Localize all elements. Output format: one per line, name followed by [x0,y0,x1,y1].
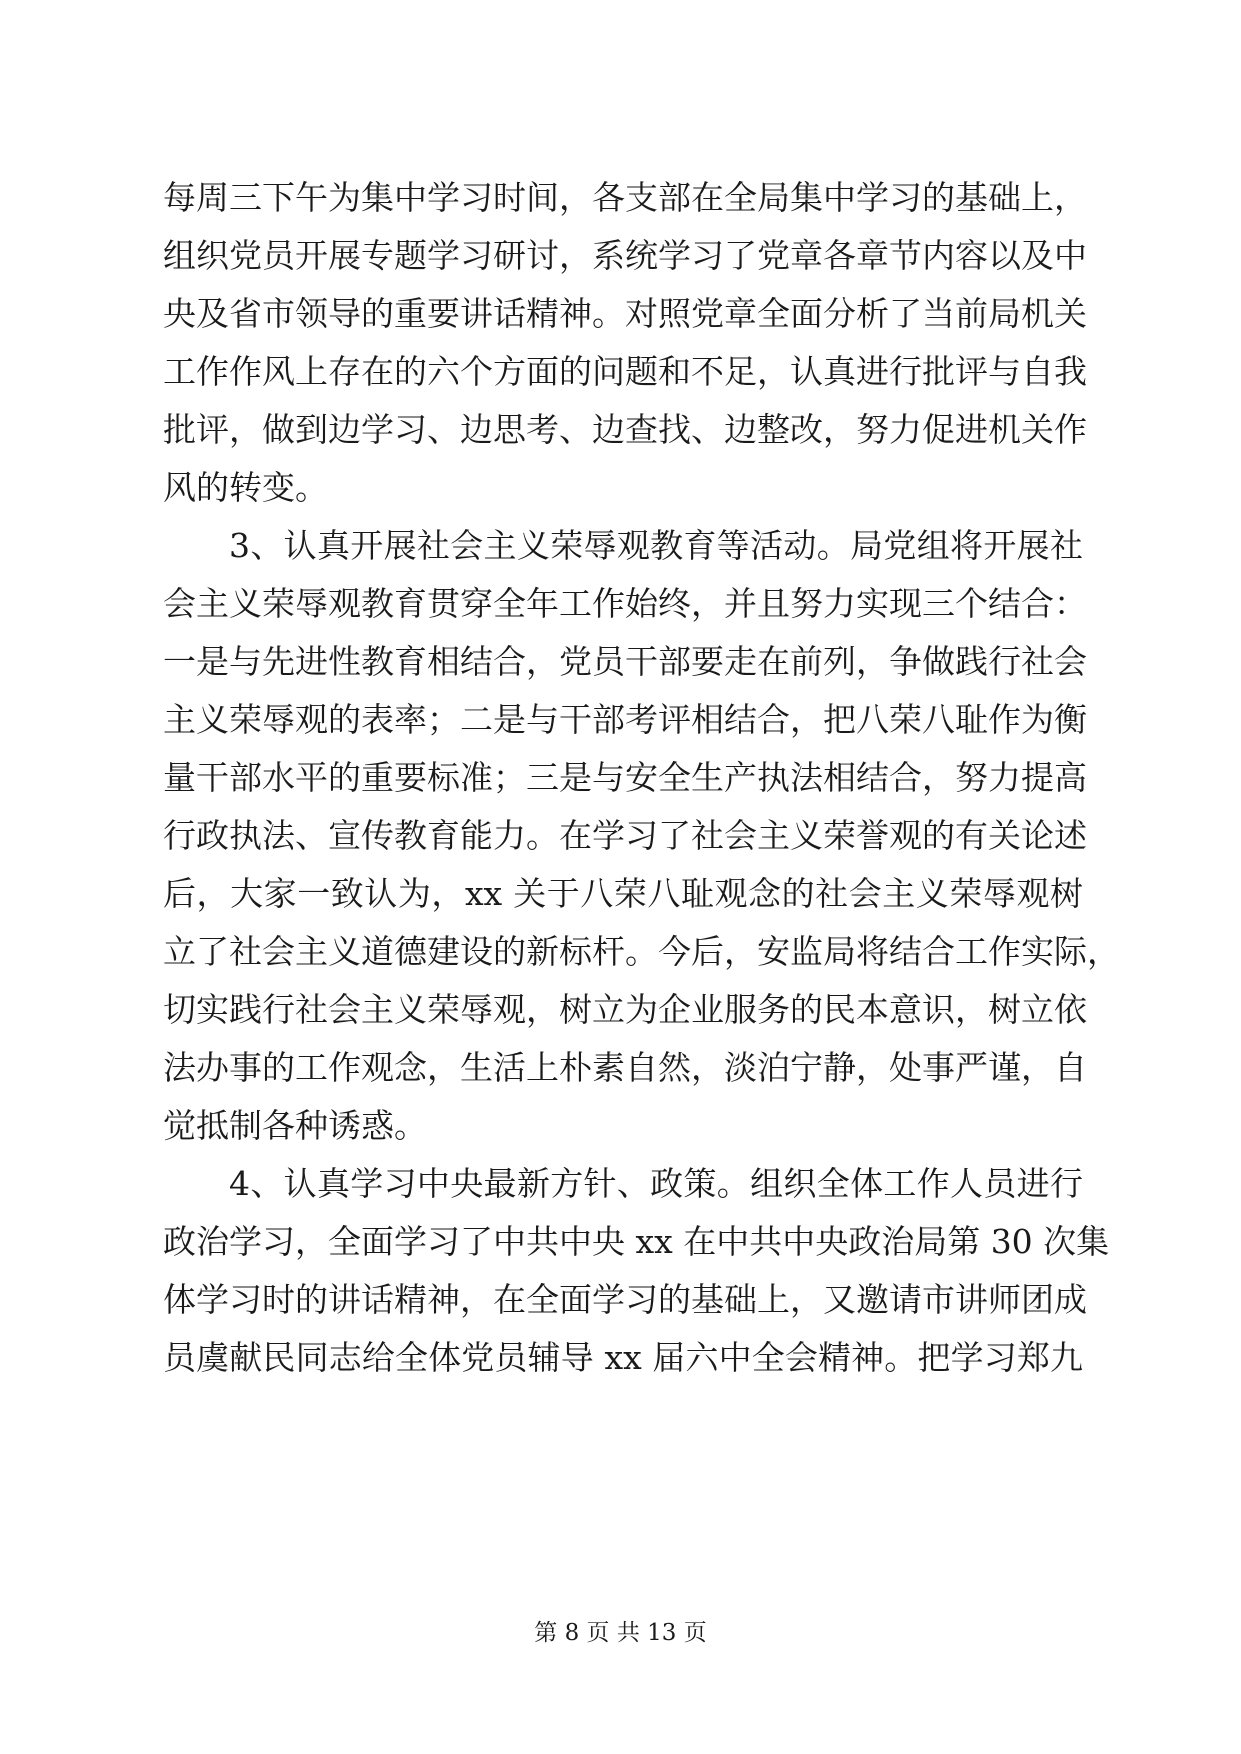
text-line: 政治学习，全面学习了中共中央 xx 在中共中央政治局第 30 次集 [163,1222,1110,1261]
text-line: 风的转变。 [163,468,328,507]
text-line: 工作作风上存在的六个方面的问题和不足，认真进行批评与自我 [163,352,1087,391]
text-line: 法办事的工作观念，生活上朴素自然，淡泊宁静，处事严谨，自 [163,1048,1087,1087]
text-line: 立了社会主义道德建设的新标杆。今后，安监局将结合工作实际， [163,932,1120,971]
text-line: 会主义荣辱观教育贯穿全年工作始终，并且努力实现三个结合： [163,584,1087,623]
text-line: 体学习时的讲话精神，在全面学习的基础上，又邀请市讲师团成 [163,1280,1087,1319]
text-line: 员虞献民同志给全体党员辅导 xx 届六中全会精神。把学习郑九 [163,1338,1083,1377]
text-line: 主义荣辱观的表率；二是与干部考评相结合，把八荣八耻作为衡 [163,700,1087,739]
text-line: 行政执法、宣传教育能力。在学习了社会主义荣誉观的有关论述 [163,816,1087,855]
text-line: 组织党员开展专题学习研讨，系统学习了党章各章节内容以及中 [163,236,1087,275]
text-line: 每周三下午为集中学习时间，各支部在全局集中学习的基础上， [163,178,1087,217]
text-line: 3、认真开展社会主义荣辱观教育等活动。局党组将开展社 [229,526,1083,565]
text-line: 后，大家一致认为，xx 关于八荣八耻观念的社会主义荣辱观树 [163,874,1083,913]
text-line: 央及省市领导的重要讲话精神。对照党章全面分析了当前局机关 [163,294,1087,333]
text-line: 4、认真学习中央最新方针、政策。组织全体工作人员进行 [229,1164,1083,1203]
text-line: 量干部水平的重要标准；三是与安全生产执法相结合，努力提高 [163,758,1087,797]
text-line: 一是与先进性教育相结合，党员干部要走在前列，争做践行社会 [163,642,1087,681]
text-line: 批评，做到边学习、边思考、边查找、边整改，努力促进机关作 [163,410,1087,449]
text-line: 觉抵制各种诱惑。 [163,1106,427,1145]
page-footer: 第 8 页 共 13 页 [534,1620,707,1646]
text-line: 切实践行社会主义荣辱观，树立为企业服务的民本意识，树立依 [163,990,1087,1029]
